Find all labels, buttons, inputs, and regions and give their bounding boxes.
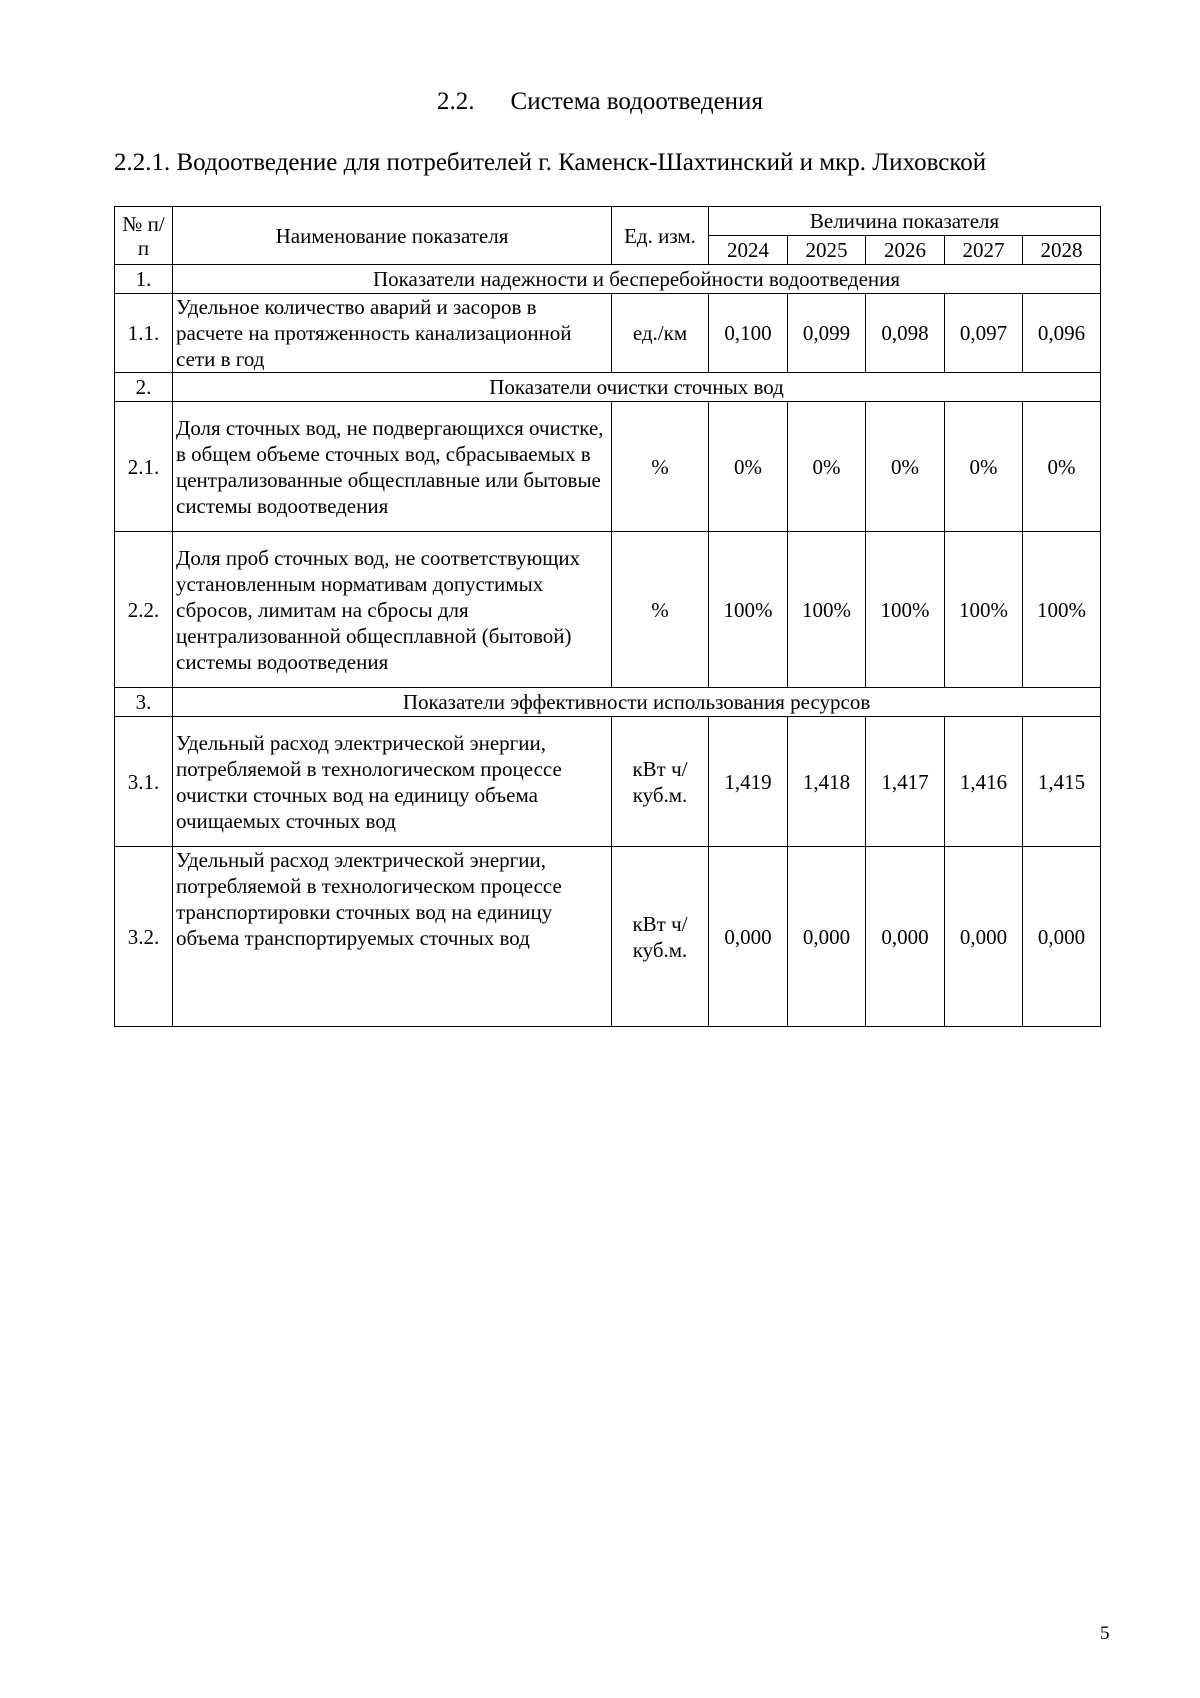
section-number-cell: 1.: [115, 265, 173, 294]
value-cell: 0,000: [788, 847, 866, 1027]
value-cell: 0,000: [945, 847, 1023, 1027]
indicator-name-cell: Удельный расход электрической энергии, потребляемой в технологическом процессе очистки сточных вод на единицу объема очищаемых сточных вод: [173, 717, 612, 847]
section-title: Система водоотведения: [510, 88, 763, 115]
table-row: [115, 717, 1101, 847]
value-cell: 0,098: [866, 294, 945, 373]
table-row: [115, 294, 1101, 373]
indicator-name-cell: Удельный расход электрической энергии, потребляемой в технологическом процессе транспортировки сточных вод на единицу объема транспортируемых сточных вод: [173, 847, 612, 1027]
header-year-cell: 2027: [945, 236, 1023, 265]
table-header-row: [115, 207, 1101, 236]
value-cell: 0,000: [1023, 847, 1101, 1027]
row-number-cell: 1.1.: [115, 294, 173, 373]
value-cell: 0,096: [1023, 294, 1101, 373]
value-cell: 0%: [709, 402, 788, 532]
table-row: [115, 532, 1101, 688]
header-year-cell: 2025: [788, 236, 866, 265]
value-cell: 1,418: [788, 717, 866, 847]
section-number: 2.2.: [437, 88, 475, 115]
header-value-cell: Величина показателя: [709, 207, 1101, 236]
header-number-cell: № п/п: [115, 207, 173, 265]
section-title-cell: Показатели надежности и бесперебойности водоотведения: [173, 265, 1101, 294]
value-cell: 0%: [1023, 402, 1101, 532]
value-cell: 0,000: [709, 847, 788, 1027]
value-cell: 0%: [866, 402, 945, 532]
value-cell: 0,099: [788, 294, 866, 373]
header-year-cell: 2028: [1023, 236, 1101, 265]
value-cell: 0,000: [866, 847, 945, 1027]
section-number-cell: 3.: [115, 688, 173, 717]
row-number-cell: 2.2.: [115, 532, 173, 688]
table-row: [115, 402, 1101, 532]
header-name-cell: Наименование показателя: [173, 207, 612, 265]
value-cell: 0%: [788, 402, 866, 532]
section-row: [115, 265, 1101, 294]
value-cell: 100%: [945, 532, 1023, 688]
row-number-cell: 3.1.: [115, 717, 173, 847]
header-year-cell: 2024: [709, 236, 788, 265]
value-cell: 0%: [945, 402, 1023, 532]
indicator-name-cell: Доля проб сточных вод, не соответствующих установленным нормативам допустимых сбросов, лимитам на сбросы для централизованной общесплавной (бытовой) системы водоотведения: [173, 532, 612, 688]
table-row: [115, 847, 1101, 1027]
unit-cell: %: [612, 532, 709, 688]
value-cell: 1,419: [709, 717, 788, 847]
value-cell: 1,417: [866, 717, 945, 847]
section-heading: [0, 86, 1200, 118]
indicators-table: [114, 206, 1101, 1027]
value-cell: 100%: [866, 532, 945, 688]
section-number-cell: 2.: [115, 373, 173, 402]
unit-cell: кВт ч/куб.м.: [612, 717, 709, 847]
value-cell: 100%: [709, 532, 788, 688]
section-title-cell: Показатели эффективности использования ресурсов: [173, 688, 1101, 717]
value-cell: 1,415: [1023, 717, 1101, 847]
value-cell: 1,416: [945, 717, 1023, 847]
header-unit-cell: Ед. изм.: [612, 207, 709, 265]
indicator-name-cell: Доля сточных вод, не подвергающихся очистке, в общем объеме сточных вод, сбрасываемых в централизованные общесплавные или бытовые системы водоотведения: [173, 402, 612, 532]
value-cell: 100%: [788, 532, 866, 688]
value-cell: 0,100: [709, 294, 788, 373]
unit-cell: %: [612, 402, 709, 532]
value-cell: 100%: [1023, 532, 1101, 688]
section-row: [115, 373, 1101, 402]
value-cell: 0,097: [945, 294, 1023, 373]
section-title-cell: Показатели очистки сточных вод: [173, 373, 1101, 402]
row-number-cell: 2.1.: [115, 402, 173, 532]
unit-cell: ед./км: [612, 294, 709, 373]
page-number: 5: [1100, 1623, 1110, 1644]
indicator-name-cell: Удельное количество аварий и засоров в расчете на протяженность канализационной сети в год: [173, 294, 612, 373]
section-row: [115, 688, 1101, 717]
unit-cell: кВт ч/куб.м.: [612, 847, 709, 1027]
subsection-title: 2.2.1. Водоотведение для потребителей г. Каменск-Шахтинский и мкр. Лиховской: [114, 149, 987, 176]
header-year-cell: 2026: [866, 236, 945, 265]
row-number-cell: 3.2.: [115, 847, 173, 1027]
